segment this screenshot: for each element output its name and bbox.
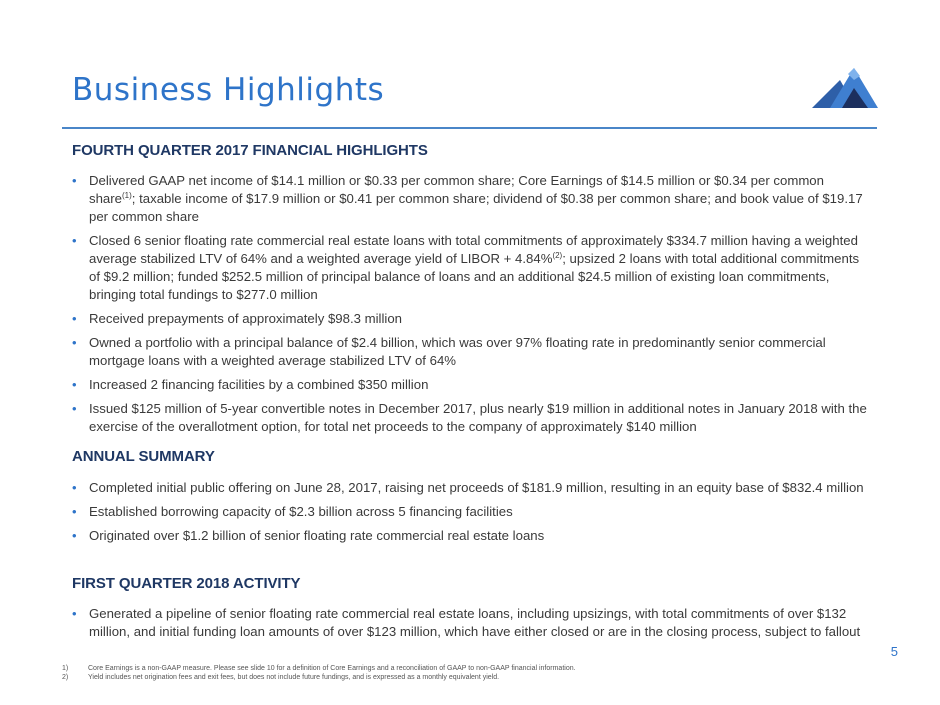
list-item-text: Increased 2 financing facilities by a combined $350 million [89,377,429,392]
list-item-text: Closed 6 senior floating rate commercial real estate loans with total commitments of approximately $334.7 million having a weighted average stabilized LTV of 64% and a weighted average yield of LIBOR + 4.84% [89,233,858,266]
list-item-text: Generated a pipeline of senior floating rate commercial real estate loans, including upsizings, with total commitments of over $132 million, and initial funding loan amounts of over $123 million, which have either closed or are in the closing process, subject to fallout [89,606,861,639]
list-item-text: ; taxable income of $17.9 million or $0.41 per common share; dividend of $0.38 per common share; and book value of $19.17 per common share [89,191,863,224]
bullet-icon: • [72,377,77,392]
list-item [72,605,872,641]
footnote-text: Core Earnings is a non-GAAP measure. Please see slide 10 for a definition of Core Earnings and a reconciliation of GAAP to non-GAAP financial information. [88,665,576,672]
bullet-icon: • [72,504,77,519]
list-item [72,527,872,545]
bullet-icon: • [72,173,77,188]
list-item-text: Received prepayments of approximately $98.3 million [89,311,402,326]
annual-summary-bullet-list [72,479,872,551]
section-heading-q4-2017: FOURTH QUARTER 2017 FINANCIAL HIGHLIGHTS [72,142,428,159]
mountain-logo-icon [812,66,878,108]
list-item [72,334,872,370]
list-item [72,400,872,436]
bullet-icon: • [72,335,77,350]
footnote [62,664,882,673]
list-item-text: ; upsized 2 loans with total additional commitments of $9.2 million; funded $252.5 million of principal balance of loans and an additional $24.5 million of existing loan commitments, bringing total fundings to $277.0 million [89,251,860,302]
bullet-icon: • [72,311,77,326]
list-item [72,310,872,328]
list-item [72,172,872,226]
list-item-text: Established borrowing capacity of $2.3 billion across 5 financing facilities [89,504,513,519]
list-item [72,479,872,497]
list-item-text: Completed initial public offering on June 28, 2017, raising net proceeds of $181.9 million, resulting in an equity base of $832.4 million [89,480,864,495]
list-item-text: Owned a portfolio with a principal balance of $2.4 billion, which was over 97% floating rate in predominantly senior commercial mortgage loans with a weighted average stabilized LTV of 64% [89,335,826,368]
section-heading-q1-2018: FIRST QUARTER 2018 ACTIVITY [72,575,301,592]
footnote [62,673,882,682]
page-title: Business Highlights [72,72,385,108]
list-item [72,376,872,394]
bullet-icon: • [72,233,77,248]
list-item-text: Delivered GAAP net income of $14.1 million or $0.33 per common share; Core Earnings of $14.5 million or $0.34 per common share [89,173,824,206]
list-item-text: Issued $125 million of 5-year convertible notes in December 2017, plus nearly $19 million in additional notes in January 2018 with the exercise of the overallotment option, for total net proceeds to the company of approximately $140 million [89,401,867,434]
bullet-icon: • [72,606,77,621]
q4-2017-bullet-list [72,172,872,442]
title-divider [62,127,877,129]
section-heading-annual-summary: ANNUAL SUMMARY [72,448,215,465]
page-number: 5 [890,644,898,659]
bullet-icon: • [72,528,77,543]
footnote-ref: (2) [552,251,563,260]
list-item [72,503,872,521]
q1-2018-bullet-list [72,605,872,647]
bullet-icon: • [72,401,77,416]
footnote-ref: (1) [122,191,132,200]
list-item-text: Originated over $1.2 billion of senior floating rate commercial real estate loans [89,528,545,543]
footnotes [62,664,882,682]
footnote-number: 2) [62,674,69,681]
footnote-number: 1) [62,665,69,672]
list-item [72,232,872,304]
footnote-text: Yield includes net origination fees and exit fees, but does not include future fundings, and is expressed as a monthly equivalent yield. [88,674,500,681]
bullet-icon: • [72,480,77,495]
